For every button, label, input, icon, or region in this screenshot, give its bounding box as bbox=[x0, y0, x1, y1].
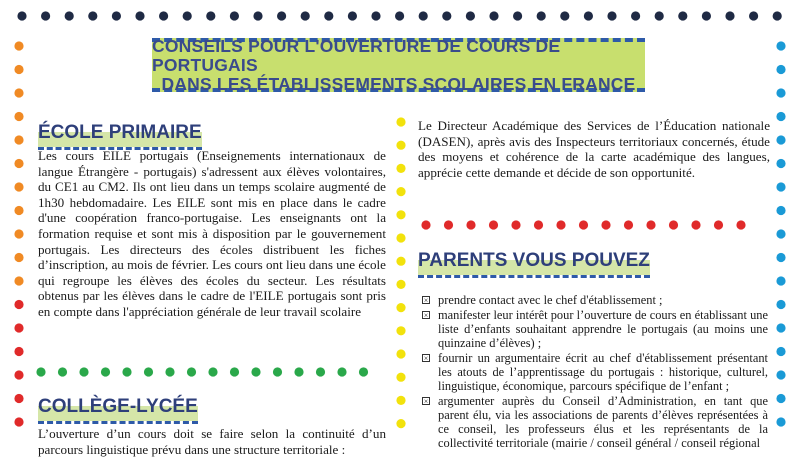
decorative-dot bbox=[208, 367, 217, 376]
checkbox-x-icon: × bbox=[423, 397, 429, 406]
decorative-dot bbox=[251, 367, 260, 376]
decorative-dot bbox=[579, 220, 588, 229]
decorative-dot bbox=[489, 220, 498, 229]
decorative-dot bbox=[14, 159, 23, 168]
decorative-dot bbox=[165, 367, 174, 376]
decorative-dot bbox=[14, 253, 23, 262]
decorative-dot bbox=[489, 11, 498, 20]
college-lycee-heading: COLLÈGE-LYCÉE bbox=[38, 396, 198, 424]
dasen-text: Le Directeur Académique des Services de l’Éducation nationale (DASEN), après avis des Inspecteurs territoriaux concernés, étude des moyens et cohérence de la carte académique des langues, apprécie cette demande et décide de son opportunité. bbox=[418, 118, 770, 180]
decorative-dot bbox=[14, 182, 23, 191]
list-item: × prendre contact avec le chef d'établissement ; bbox=[423, 293, 663, 307]
decorative-dot bbox=[776, 112, 785, 121]
decorative-dot bbox=[253, 11, 262, 20]
decorative-dot bbox=[301, 11, 310, 20]
decorative-dot bbox=[348, 11, 357, 20]
decorative-dot bbox=[396, 233, 405, 242]
decorative-dot bbox=[396, 141, 405, 150]
decorative-dot bbox=[112, 11, 121, 20]
decorative-dot bbox=[607, 11, 616, 20]
decorative-dot bbox=[396, 419, 405, 428]
decorative-dot bbox=[776, 88, 785, 97]
decorative-dot bbox=[187, 367, 196, 376]
decorative-dot bbox=[14, 112, 23, 121]
decorative-dot bbox=[14, 229, 23, 238]
decorative-dot bbox=[601, 220, 610, 229]
decorative-dot bbox=[776, 229, 785, 238]
decorative-dot bbox=[631, 11, 640, 20]
decorative-dot bbox=[396, 280, 405, 289]
decorative-dot bbox=[206, 11, 215, 20]
decorative-dot bbox=[466, 11, 475, 20]
decorative-dot bbox=[316, 367, 325, 376]
decorative-dot bbox=[14, 206, 23, 215]
decorative-dot bbox=[776, 41, 785, 50]
decorative-dot bbox=[396, 349, 405, 358]
decorative-dot bbox=[537, 11, 546, 20]
decorative-dot bbox=[669, 220, 678, 229]
decorative-dot bbox=[396, 373, 405, 382]
decorative-dot bbox=[556, 220, 565, 229]
decorative-dot bbox=[725, 11, 734, 20]
decorative-dot bbox=[14, 276, 23, 285]
title-line-1: CONSEILS POUR L'OUVERTURE DE COURS DE PORTUGAIS bbox=[152, 35, 561, 75]
decorative-dot bbox=[135, 11, 144, 20]
decorative-dot bbox=[776, 300, 785, 309]
decorative-dot bbox=[776, 206, 785, 215]
decorative-dot bbox=[624, 220, 633, 229]
decorative-dot bbox=[396, 326, 405, 335]
decorative-dot bbox=[371, 11, 380, 20]
decorative-dot bbox=[14, 65, 23, 74]
ecole-primaire-heading: ÉCOLE PRIMAIRE bbox=[38, 122, 202, 150]
decorative-dot bbox=[776, 394, 785, 403]
decorative-dot bbox=[101, 367, 110, 376]
decorative-dot bbox=[359, 367, 368, 376]
decorative-dot bbox=[58, 367, 67, 376]
decorative-dot bbox=[511, 220, 520, 229]
decorative-dot bbox=[396, 117, 405, 126]
decorative-dot bbox=[736, 220, 745, 229]
decorative-dot bbox=[396, 396, 405, 405]
decorative-dot bbox=[14, 88, 23, 97]
title-line-2: DANS LES ÉTABLISSEMENTS SCOLAIRES EN FRANCE bbox=[161, 73, 636, 94]
decorative-dot bbox=[421, 220, 430, 229]
decorative-dot bbox=[776, 417, 785, 426]
decorative-dot bbox=[273, 367, 282, 376]
list-item: × manifester leur intérêt pour l’ouverture de cours en établissant une liste d’enfants souhaitant apprendre le portugais (au moins une quinzaine d’élèves) ; bbox=[423, 308, 768, 350]
decorative-dot bbox=[749, 11, 758, 20]
decorative-dot bbox=[773, 11, 782, 20]
decorative-dot bbox=[14, 394, 23, 403]
decorative-dot bbox=[584, 11, 593, 20]
decorative-dot bbox=[230, 11, 239, 20]
decorative-dot bbox=[17, 11, 26, 20]
decorative-dot bbox=[776, 276, 785, 285]
parents-heading: PARENTS VOUS POUVEZ bbox=[418, 250, 650, 278]
decorative-dot bbox=[14, 323, 23, 332]
decorative-dot bbox=[79, 367, 88, 376]
decorative-dot bbox=[776, 65, 785, 74]
decorative-dot bbox=[714, 220, 723, 229]
decorative-dot bbox=[466, 220, 475, 229]
decorative-dot bbox=[513, 11, 522, 20]
decorative-dot bbox=[14, 300, 23, 309]
decorative-dot bbox=[646, 220, 655, 229]
decorative-dot bbox=[14, 370, 23, 379]
college-lycee-text: L’ouverture d’un cours doit se faire selon la continuité d’un parcours linguistique prévu dans une structure territoriale : bbox=[38, 426, 386, 457]
decorative-dot bbox=[776, 370, 785, 379]
decorative-dot bbox=[122, 367, 131, 376]
decorative-dot bbox=[678, 11, 687, 20]
decorative-dot bbox=[396, 210, 405, 219]
decorative-dot bbox=[419, 11, 428, 20]
decorative-dot bbox=[776, 159, 785, 168]
decorative-dot bbox=[444, 220, 453, 229]
checkbox-x-icon: × bbox=[423, 311, 429, 320]
ecole-primaire-text: Les cours EILE portugais (Enseignements internationaux de langue Étrangère - portugais) s'adressent aux élèves volontaires, du CE1 au CM2. Ils ont lieu dans un temps scolaire augmenté de 1h30 hebdomadaire. Les EILE sont mis en place dans le cadre d'une coopération franco-portugaise. Les enseignants ont la formation requise et sont mis à disposition par le gouvernement portugais. Les directeurs des écoles distribuent les fiches d’inscription, au mois de février. Les cours ont lieu dans une école qui regroupe les élèves des écoles du secteur. Les résultats obtenus par les élèves dans le cadre de l'EILE portugais sont pris en compte dans l'appréciation générale de leur travail scolaire bbox=[38, 148, 386, 319]
decorative-dot bbox=[65, 11, 74, 20]
decorative-dot bbox=[337, 367, 346, 376]
decorative-dot bbox=[183, 11, 192, 20]
decorative-dot bbox=[41, 11, 50, 20]
decorative-dot bbox=[560, 11, 569, 20]
decorative-dot bbox=[14, 135, 23, 144]
list-item: × fournir un argumentaire écrit au chef d'établissement présentant les atouts de l’apprentissage du portugais : historique, culturel, linguistique, économique, parcours spécifique de l’enfant ; bbox=[423, 351, 768, 393]
decorative-dot bbox=[14, 347, 23, 356]
decorative-dot bbox=[230, 367, 239, 376]
decorative-dot bbox=[776, 323, 785, 332]
checkbox-x-icon: × bbox=[423, 354, 429, 363]
decorative-dot bbox=[776, 135, 785, 144]
decorative-dot bbox=[144, 367, 153, 376]
decorative-dot bbox=[88, 11, 97, 20]
decorative-dot bbox=[277, 11, 286, 20]
decorative-dot bbox=[702, 11, 711, 20]
checkbox-x-icon: × bbox=[423, 296, 429, 305]
decorative-dot bbox=[395, 11, 404, 20]
decorative-dot bbox=[14, 417, 23, 426]
decorative-dot bbox=[396, 257, 405, 266]
decorative-dot bbox=[396, 187, 405, 196]
decorative-dot bbox=[655, 11, 664, 20]
decorative-dot bbox=[776, 347, 785, 356]
list-item: × argumenter auprès du Conseil d’Administration, en tant que parent élu, via les associations de parents d’élèves représentées à ce conseil, les professeurs élus et les représentants de la collectivité territoriale (mairie / conseil général / conseil régional bbox=[423, 394, 768, 450]
decorative-dot bbox=[691, 220, 700, 229]
decorative-dot bbox=[294, 367, 303, 376]
parents-list bbox=[420, 293, 768, 451]
decorative-dot bbox=[396, 303, 405, 312]
decorative-dot bbox=[14, 41, 23, 50]
decorative-dot bbox=[776, 253, 785, 262]
decorative-dot bbox=[776, 182, 785, 191]
decorative-dot bbox=[442, 11, 451, 20]
decorative-dot bbox=[324, 11, 333, 20]
decorative-dot bbox=[159, 11, 168, 20]
page-title bbox=[152, 35, 645, 94]
decorative-dot bbox=[534, 220, 543, 229]
decorative-dot bbox=[396, 164, 405, 173]
decorative-dot bbox=[36, 367, 45, 376]
